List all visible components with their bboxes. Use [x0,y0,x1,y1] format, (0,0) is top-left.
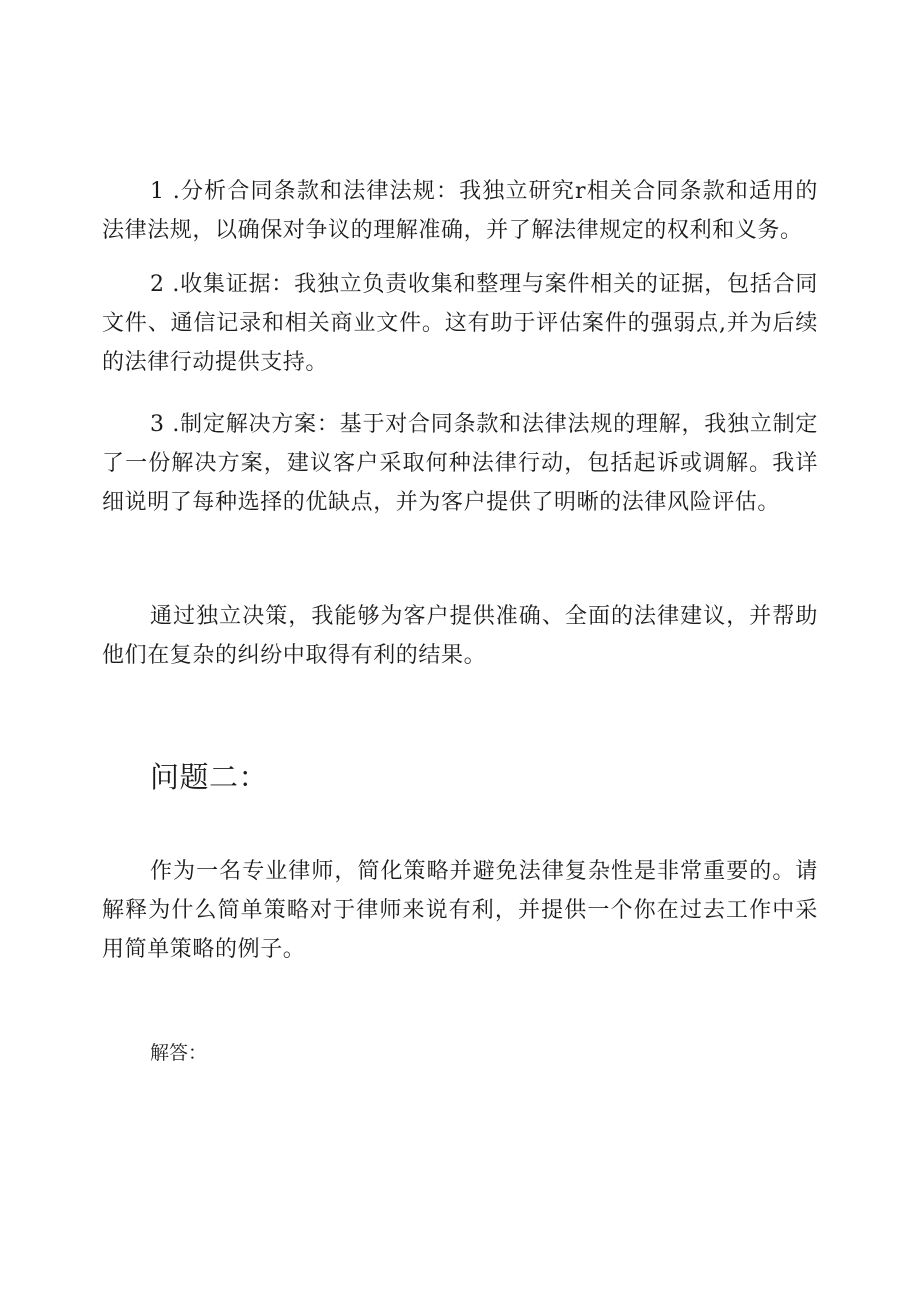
conclusion-paragraph: 通过独立决策，我能够为客户提供准确、全面的法律建议，并帮助他们在复杂的纠纷中取得有利的结果。 [102,604,818,668]
question-heading: 问题二： [150,760,269,794]
numbered-item-2: 2 .收集证据：我独立负责收集和整理与案件相关的证据，包括合同文件、通信记录和相关商业文件。这有助于评估案件的强弱点,并为后续的法律行动提供支持。 [102,272,818,375]
numbered-item-1: 1 .分析合同条款和法律法规：我独立研究r相关合同条款和适用的法律法规，以确保对争议的理解准确，并了解法律规定的权利和义务。 [102,179,818,243]
answer-label: 解答： [150,1042,208,1064]
numbered-item-3: 3 .制定解决方案：基于对合同条款和法律法规的理解，我独立制定了一份解决方案，建议客户采取何种法律行动，包括起诉或调解。我详细说明了每种选择的优缺点，并为客户提供了明晰的法律风险评估。 [102,412,818,515]
question-paragraph: 作为一名专业律师，简化策略并避免法律复杂性是非常重要的。请解释为什么简单策略对于律师来说有利，并提供一个你在过去工作中采用简单策略的例子。 [102,859,818,962]
